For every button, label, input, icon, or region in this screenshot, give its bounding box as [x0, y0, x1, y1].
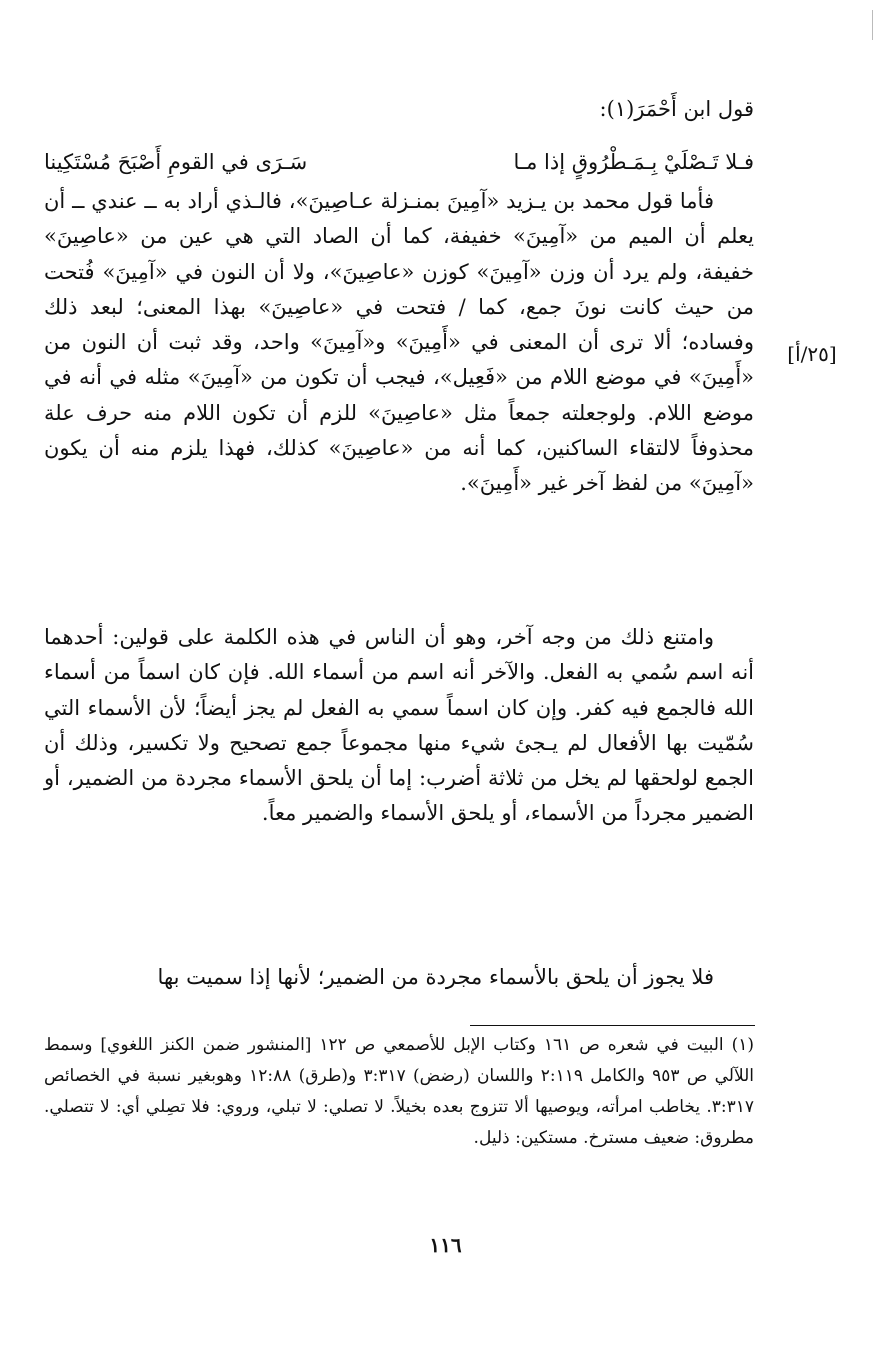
poetry-verse [44, 142, 754, 182]
scan-edge-mark [871, 10, 873, 40]
page-number: ١١٦ [429, 1233, 462, 1257]
verse-introduction: قول ابن أَحْمَرَ(١): [599, 97, 754, 121]
paragraph-2: وامتنع ذلك من وجه آخر، وهو أن الناس في هذه الكلمة على قولين: أحدهما أنه اسم سُمي به الفعل. والآخر أنه اسم من أسماء الله. فإن كان اسماً من أسماء الله فالجمع فيه كفر. وإن كان اسماً سمي به الفعل لم يجز أيضاً؛ لأن الأسماء التي سُمّيت بها الأفعال لم يـجئ شيء منها مجموعاً جمع تصحيح ولا تكسير، وذلك أن الجمع لولحقها لم يخل من ثلاثة أضرب: إما أن يلحق الأسماء مجردة من الضمير، أو الضمير مجرداً من الأسماء، أو يلحق الأسماء والضمير معاً. [44, 625, 754, 826]
verse-first-hemistich: فـلا تَـصْلَيْ بِـمَـطْرُوقٍ إذا مـا [513, 150, 754, 174]
manuscript-folio-reference: [٢٥/أ] [787, 342, 837, 366]
footnote: (١) البيت في شعره ص ١٦١ وكتاب الإبل للأصمعي ص ١٢٢ [المنشور ضمن الكنز اللغوي] وسمط اللآلي ص ٩٥٣ والكامل ٢:١١٩ واللسان (رضض) ٣:٣١٧ و(طرق) ١٢:٨٨ وهوبغير نسبة في الخصائص ٣:٣١٧. يخاطب امرأته، ويوصيها ألا تتزوج بعده بخيلاً. لا تصلي: لا تبلي، وروي: فلا تصِلي أي: لا تتصلي. مطروق: ضعيف مسترخ. مستكين: ذليل. [44, 1035, 755, 1148]
verse-second-hemistich: سَـرَى في القومِ أَصْبَحَ مُسْتَكِينا [44, 150, 308, 174]
paragraph-3: فلا يجوز أن يلحق بالأسماء مجردة من الضمير؛ لأنها إذا سميت بها [157, 965, 714, 989]
footnote-separator [470, 1025, 755, 1026]
paragraph-1: فأما قول محمد بن يـزيد «آمِينَ بمنـزلة عـاصِينَ»، فالـذي أراد به ــ عندي ــ أن يعلم أن الميم من «آمِينَ» خفيفة، كما أن الصاد التي هي عين من «عاصِينَ» خفيفة، ولم يرد أن وزن «آمِينَ» كوزن «عاصِينَ»، ولا أن النون في «آمِينَ» فُتحت من حيث كانت نونَ جمع، كما / فتحت في «عاصِينَ» بهذا المعنى؛ لبعد ذلك وفساده؛ ألا ترى أن المعنى في «أَمِينَ» و«آمِينَ» واحد، وقد ثبت أن النون من «أَمِينَ» في موضع اللام من «فَعِيل»، فيجب أن تكون من «آمِينَ» مثله في أنه في موضع اللام. ولوجعلته جمعاً مثل «عاصِينَ» للزم أن تكون اللام منه حرف علة محذوفاً لالتقاء الساكنين، كما أنه من «عاصِينَ» كذلك، فهذا يلزم منه أن يكون «آمِينَ» من لفظ آخر غير «أَمِينَ». [44, 189, 754, 496]
